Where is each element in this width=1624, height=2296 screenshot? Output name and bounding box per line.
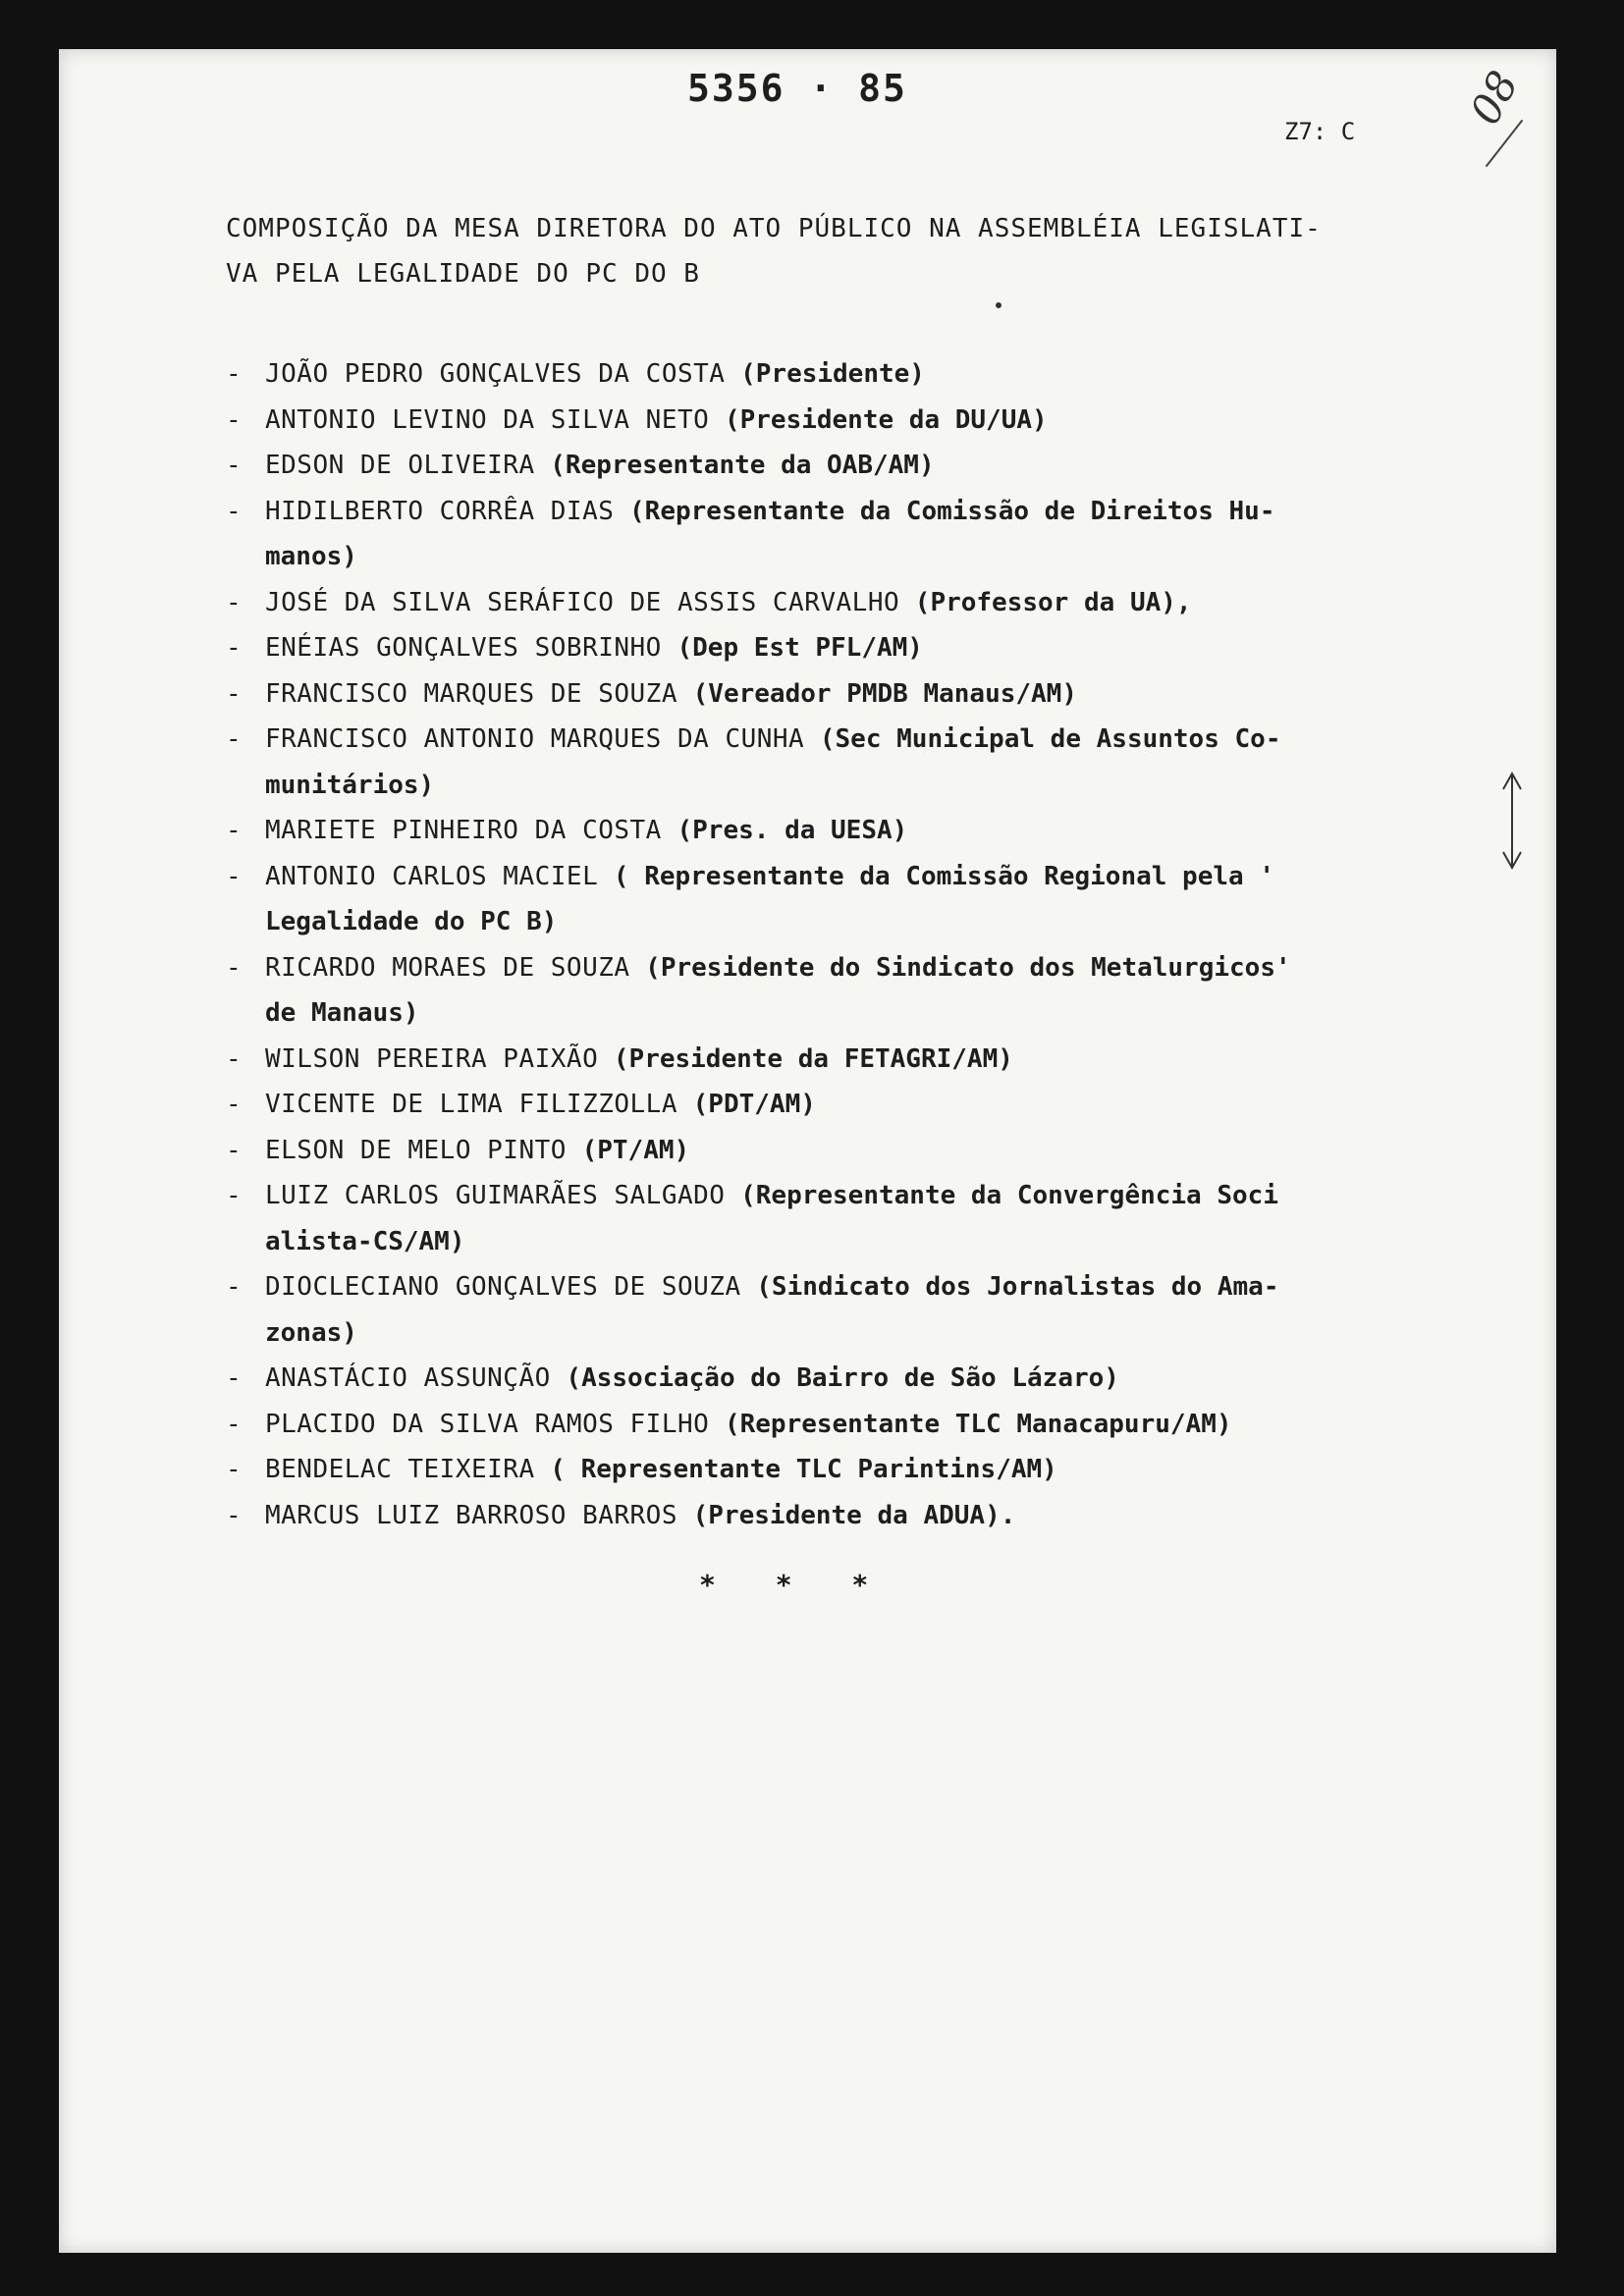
- entry-line: [265, 945, 1453, 991]
- member-role: de Manaus): [265, 998, 419, 1028]
- member-role: (Professor da UA),: [899, 587, 1192, 617]
- member-name: ANASTÁCIO ASSUNÇÃO: [265, 1363, 551, 1393]
- list-marker: -: [226, 952, 242, 983]
- member-name: MARIETE PINHEIRO DA COSTA: [265, 816, 662, 845]
- list-marker: -: [226, 404, 242, 435]
- entry-line: [265, 899, 1453, 945]
- member-role: (Sindicato dos Jornalistas do Ama-: [740, 1272, 1279, 1302]
- member-name: JOÃO PEDRO GONÇALVES DA COSTA: [265, 359, 726, 389]
- entry-line: [265, 580, 1453, 626]
- list-marker: -: [226, 1043, 242, 1074]
- member-name: FRANCISCO MARQUES DE SOUZA: [265, 678, 677, 709]
- member-role: ( Representante TLC Parintins/AM): [534, 1455, 1057, 1484]
- entry-line: [265, 1402, 1453, 1448]
- entry-line: [265, 717, 1453, 763]
- member-role: (Presidente da ADUA).: [677, 1500, 1016, 1530]
- member-role: (Associação do Bairro de São Lázaro): [550, 1363, 1119, 1393]
- reference-code: Z7: C: [1284, 118, 1356, 145]
- member-name: ANTONIO LEVINO DA SILVA NETO: [265, 404, 710, 435]
- member-role: Legalidade do PC B): [265, 907, 558, 936]
- member-name: BENDELAC TEIXEIRA: [265, 1455, 535, 1484]
- member-role: (PDT/AM): [677, 1090, 816, 1119]
- member-role: (Dep Est PFL/AM): [661, 633, 923, 663]
- list-item: [226, 1082, 1453, 1128]
- list-item: [226, 580, 1453, 626]
- entry-line: [265, 1264, 1453, 1310]
- list-marker: -: [226, 1455, 242, 1484]
- entry-line: [265, 489, 1453, 535]
- entry-line: [265, 1493, 1453, 1539]
- list-marker: -: [226, 1409, 242, 1439]
- list-item: [226, 443, 1453, 489]
- entry-line: [265, 1447, 1453, 1493]
- member-role: (Presidente da FETAGRI/AM): [598, 1043, 1013, 1074]
- list-item: [226, 854, 1453, 945]
- entry-line: [265, 1128, 1453, 1174]
- entry-line: [265, 671, 1453, 718]
- entry-line: [265, 1219, 1453, 1265]
- member-role: (Sec Municipal de Assuntos Co-: [804, 724, 1281, 754]
- list-item: [226, 1447, 1453, 1493]
- entry-line: [265, 1310, 1453, 1357]
- member-role: (Representante da Comissão de Direitos Hu-: [614, 496, 1275, 526]
- member-name: RICARDO MORAES DE SOUZA: [265, 952, 630, 983]
- member-role: (Presidente da DU/UA): [709, 404, 1048, 435]
- member-role: (PT/AM): [566, 1135, 690, 1165]
- member-name: PLACIDO DA SILVA RAMOS FILHO: [265, 1409, 710, 1439]
- list-item: [226, 351, 1453, 398]
- list-marker: -: [226, 1135, 242, 1165]
- entry-line: [265, 625, 1453, 671]
- member-role: zonas): [265, 1317, 357, 1348]
- list-marker: -: [226, 1363, 242, 1393]
- member-name: EDSON DE OLIVEIRA: [265, 451, 535, 480]
- member-role: (Pres. da UESA): [661, 816, 908, 845]
- entry-line: [265, 1356, 1453, 1402]
- folio-number: 08: [1460, 63, 1528, 133]
- entry-line: [265, 763, 1453, 809]
- member-role: (Presidente): [725, 359, 925, 389]
- list-marker: -: [226, 1272, 242, 1302]
- member-name: MARCUS LUIZ BARROSO BARROS: [265, 1500, 677, 1530]
- entry-line: [265, 443, 1453, 489]
- list-item: [226, 1173, 1453, 1264]
- list-marker: -: [226, 1500, 242, 1530]
- list-marker: -: [226, 496, 242, 526]
- member-name: ELSON DE MELO PINTO: [265, 1135, 567, 1165]
- list-item: [226, 398, 1453, 444]
- list-marker: -: [226, 587, 242, 617]
- member-list: [226, 351, 1453, 1538]
- entry-line: [265, 1173, 1453, 1219]
- list-item: [226, 1037, 1453, 1083]
- list-marker: -: [226, 451, 242, 480]
- member-name: ENÉIAS GONÇALVES SOBRINHO: [265, 633, 662, 663]
- heading-line: VA PELA LEGALIDADE DO PC DO B: [226, 259, 700, 289]
- document-heading: [226, 206, 1443, 296]
- list-item: [226, 945, 1453, 1037]
- list-marker: -: [226, 724, 242, 754]
- entry-line: [265, 990, 1453, 1037]
- member-role: (Representante da Convergência Soci: [725, 1181, 1278, 1210]
- member-role: manos): [265, 542, 357, 571]
- double-arrow-icon: [1497, 768, 1527, 876]
- list-marker: -: [226, 1090, 242, 1119]
- ink-dot: [996, 302, 1001, 308]
- entry-line: [265, 1037, 1453, 1083]
- list-item: [226, 1264, 1453, 1356]
- list-marker: -: [226, 861, 242, 891]
- entry-line: [265, 398, 1453, 444]
- entry-line: [265, 854, 1453, 900]
- list-item: [226, 625, 1453, 671]
- member-name: WILSON PEREIRA PAIXÃO: [265, 1043, 599, 1074]
- member-role: (Presidente do Sindicato dos Metalurgicos': [629, 952, 1291, 983]
- entry-line: [265, 351, 1453, 398]
- entry-line: [265, 534, 1453, 580]
- document-number: 5356 · 85: [687, 67, 907, 110]
- list-marker: -: [226, 633, 242, 663]
- list-item: [226, 489, 1453, 580]
- member-role: (Vereador PMDB Manaus/AM): [677, 678, 1077, 709]
- member-role: munitários): [265, 770, 435, 800]
- list-item: [226, 1356, 1453, 1402]
- member-name: HIDILBERTO CORRÊA DIAS: [265, 496, 615, 526]
- member-role: (Representante da OAB/AM): [534, 451, 935, 480]
- entry-line: [265, 808, 1453, 854]
- list-marker: -: [226, 678, 242, 709]
- member-role: (Representante TLC Manacapuru/AM): [709, 1409, 1232, 1439]
- member-name: DIOCLECIANO GONÇALVES DE SOUZA: [265, 1272, 741, 1302]
- list-item: [226, 1402, 1453, 1448]
- list-item: [226, 1493, 1453, 1539]
- list-item: [226, 717, 1453, 808]
- member-role: ( Representante da Comissão Regional pela ': [598, 861, 1274, 891]
- list-marker: -: [226, 359, 242, 389]
- list-item: [226, 671, 1453, 718]
- list-item: [226, 808, 1453, 854]
- member-name: FRANCISCO ANTONIO MARQUES DA CUNHA: [265, 724, 805, 754]
- member-name: JOSÉ DA SILVA SERÁFICO DE ASSIS CARVALHO: [265, 587, 900, 617]
- closing-marks: * * *: [699, 1569, 891, 1601]
- entry-line: [265, 1082, 1453, 1128]
- list-marker: -: [226, 1181, 242, 1210]
- list-item: [226, 1128, 1453, 1174]
- member-name: ANTONIO CARLOS MACIEL: [265, 861, 599, 891]
- member-name: LUIZ CARLOS GUIMARÃES SALGADO: [265, 1181, 726, 1210]
- member-name: VICENTE DE LIMA FILIZZOLLA: [265, 1090, 677, 1119]
- heading-line: COMPOSIÇÃO DA MESA DIRETORA DO ATO PÚBLICO NA ASSEMBLÉIA LEGISLATI-: [226, 214, 1322, 243]
- member-role: alista-CS/AM): [265, 1226, 465, 1256]
- list-marker: -: [226, 816, 242, 845]
